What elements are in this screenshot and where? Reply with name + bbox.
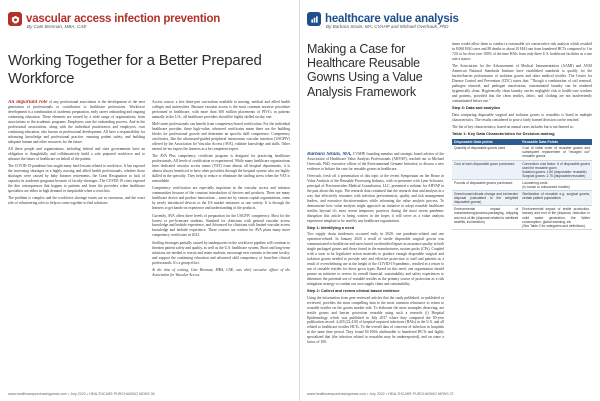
left-col1-p3: The COVID-19 pandemic has taught many hard lessons related to workforce. It has exposed the increasing shortages in a highly nursing and allied health professionals, whether those shortages were caused by baby boomer retirements, the Great Resignation or lack of capacity in academic programs because of faculty shortages. The COVID-19 crisis exposed the dire consequences that happen to patients and from the providers when healthcare specialties are either in high demand or inequitable when a crisis hits. bbox=[8, 164, 145, 193]
right-article-column-2 bbox=[452, 42, 592, 388]
left-col2-p4: Competency certification are especially important in the vascular access and infusion communities because of the constant introduction of devices and products. There are many healthcare device and product innovations – some are by venous capital organizations, some by newly introduced devices to the US market entrances as one variety. It is through the learners to get hands-on experience and understanding of the products. bbox=[152, 186, 290, 211]
right-article-column-1 bbox=[307, 152, 444, 388]
step-3-heading: Step 3: Data and analytics bbox=[452, 105, 501, 111]
table-cell-disposable: Quantity of disposable gowns used bbox=[452, 145, 520, 160]
left-byline: By Cate Brennan, MBA, CAE bbox=[27, 24, 87, 29]
left-col2-p3: The AVA Plus competency certificate program is designed for practicing healthcare professionals. All levels of certification or experienced. While many healthcare organizations have dedicated vascular access teams (VAT) from almost all hospital departments, it is almost always beneficial to have other providers through the hospital system who are highly skilled in the specialty. They help to reduce or eliminate the staffing stress when the VAT is unavailable. bbox=[152, 154, 290, 184]
table-row bbox=[452, 191, 592, 206]
left-col1-p1: of any professional association is the development of the next generation of professionals or contributors to healthcare professions. Workforce development is a combination of academic preparation, early career onboarding and ongoing continuing education. These elements are owned by a wide range of organizations, from associations to the academic programs. Employers own the onboarding process. And in the professional associations, along with the individual practitioners and employers, own continuing education, also known as professional development. All have a responsibility for advancing knowledge and professional practice, ensuring patient safety, and building adequate human and other resources for the future. bbox=[8, 100, 145, 144]
right-col2-p1: times would allow them to conduct a reasonable yet conservative risk analysis which resulted in 8,060 HAI cases and 80 deaths or about 10 HAI rate from laundered HCTs compared to 1 in 720, to be clear over 100% of the time HAIs from only three U.S. healthcare facilities as a one rate a stance. bbox=[452, 42, 592, 61]
right-page-footer: www.healthcarepurchasingnews.com • July 2022 • HEALTHCARE PURCHASING NEWS 37 bbox=[307, 392, 454, 396]
table-cell-reusable: Cost of initial order of reusable gowns and subsequent replacement of "ravaged out" reusable gowns bbox=[522, 146, 590, 159]
left-article-title: Working Together for a Better Prepared Workforce bbox=[8, 52, 262, 87]
key-data-table bbox=[452, 139, 592, 230]
right-col1-p1: CVAHP, founding member and strategic board advisor of the Association of Healthcare Value Analysis Professionals (AHVAP), reached out to Michael Overcash, PhD, executive officer of the Environmental Genome Initiative, to discuss a new evidence to bolster the case for reusable gowns in healthcare. bbox=[307, 152, 444, 171]
table-title: Table 1: Key Data Characteristics for Decision-making bbox=[452, 131, 555, 137]
left-col2-p5: Currently, AVA offers three levels of preparation for the USGPIV competency. Most for the lowest or pre-licensure students. Standard for clinicians with general vascular access knowledge and bedside experience, and Advanced for clinicians with limited vascular access knowledge and bedside experience. These courses are written for AVA plans many more competency certificates in 2023. bbox=[152, 213, 290, 238]
right-col2-p4: The list of key characteristics, based on annual cases includes but is not limited to: bbox=[452, 124, 574, 129]
right-section-title: healthcare value analysis bbox=[325, 13, 459, 25]
table-cell-reusable: Environmental impact of textile production, laundry and end of life (disposal, reduction in solid waste generation, the Water consumption, global warming, etc (See Table 2 for categories and definitions) bbox=[522, 207, 590, 228]
right-col1-p3: Two supply chain incidences occurred early in 2020; one pandemic-related and one operation-related. In January 2020 a recall of sterile disposable surgical gowns was communicated to healthcare end-users based on identified lapses in assurance quality in both single packaged gowns and those found in the manufacturers custom packs (CPs). Coupled with a soon to be legislative action materials to produce enough disposable surgical and isolation gowns needed to provide safe and effective protection to staff and patients as a result of overwhelming use at the height of the COVID-19 pandemic, resulted in a return to use of reusable textiles for those gown types. Based on this need, one organization should pursue an initiative to review its overall financial, sustainability and safety experiences to determine the potential use of reusable textiles as the primary source of protection as a risk mitigation strategy to combat our own supply chain and sustainability. bbox=[307, 232, 444, 286]
step-2-heading: Step 2: Collect and review clinical based evidence bbox=[307, 288, 400, 294]
table-row bbox=[452, 145, 592, 160]
right-col2-p2: The Association for the Advancement of Medical Instrumentation (AAMI) and ANSI American National Standards Institute have established standards to qualify for the barrier/barrier performance of isolation gowns and other medical textiles. The Center for Disease Control and Prevention (CDC) states that: "Though a combination of soil removal, pathogen removal, and pathogen inactivation, contaminated laundry can be rendered hygienically clean. Hygienically clean laundry carries negligible risk to health-care workers and patients, provided that the clean textiles, fabric, and clothing are not inadvertently contaminated before use." bbox=[452, 64, 592, 103]
right-byline: By Barbara Strain, MA, CVAHP and Michael Overhauk, PhD bbox=[326, 24, 449, 29]
table-cell-disposable: Greenhouse/climate change and incinerator disposal (calculated to the weighted disposable gowns) bbox=[454, 192, 519, 205]
left-col2-p2: Mid-career professionals can benefit from competency-based certification. For the individual healthcare provider, these high-value, advanced certificates mean there are the building blocks for professional growth and determine an specific skill competence. Competency certificates, like the ultrasound-guided peripheral intravenous vascular insertion (USGPIV) offered by the Association for Vascular Access (AVA), validate knowledge and skills. Other earned tie-ins expect the learners as a be competent expert. bbox=[152, 122, 290, 151]
left-col2-p1: Access course, a free three-part curriculum available to nursing, medical and allied health colleges and universities. Because vascular access is the most common invasive procedure performed in healthcare, with more than 300 million placements of PIVCs in patients annually in the U.S., all healthcare providers should be highly skilled on day one. bbox=[152, 100, 290, 119]
left-section-title: vascular access infection prevention bbox=[26, 13, 221, 25]
left-col1-p2: All these people and organizations, including federal and state governments have an obligation to thoughtfully and collaboratively build a safe prepared workforce and to advance the future of healthcare on behalf of the patient. bbox=[8, 146, 145, 161]
right-col1-p2: Overcash, fresh off a presentation of this topic at the recent Symposium on the Reuse in Value Analysis of the Reusable Processing Industry, with co-presenter with Lynn Schwartz, principal of Precisionvideo Medical Consultation, LLC, presented a webinar for AHVAP in the past about this topic. The research data contained that the research data and analysis in a way that effectively resonates with infection preventionists, quality and risk management leaders, and executive decision-makers while informing the value analysis process. To demonstrate how value analysis might approach an initiative to adopt reusable healthcare textiles beyond it's most recent temporary practices during the most recent pandemic disruption this article is being written in the hopes it will serve as a value analysis experience template to be used by any healthcare organization. bbox=[307, 174, 444, 223]
table-row bbox=[452, 206, 592, 229]
right-lead-phrase: Barbara Strain, MA, bbox=[307, 152, 352, 157]
left-col2-p6: Staffing shortages partially caused by inadequacies in the workforce pipeline will continue to threaten patient safety and quality, as well as the U.S. healthcare system. Short and long-term solutions are needed to recruit and retain students, encourage new entrants to become faculty, and support the continuing education and advanced skill competency of front-line clinical professionals. It's a group effort. bbox=[152, 240, 290, 265]
table-row bbox=[452, 160, 592, 179]
right-col2-p3: Data comparing disposable surgical and isolation gowns to reusables is listed in multiple characteristics. The results considered to pose a fairly framed decision can be reached. bbox=[452, 112, 592, 122]
table-header-reusable: Reusable Data Points bbox=[520, 139, 592, 145]
left-article-column-2 bbox=[152, 100, 290, 388]
left-article-column-1 bbox=[8, 100, 145, 388]
step-1-heading: Step 1: Identifying a need bbox=[307, 225, 355, 231]
table-cell-disposable: Pounds of disposable gowns purchased bbox=[452, 179, 520, 190]
table-cell-reusable: Conversion cost factor: # of disposable gowns used for reusable gown Isolation gowns: 1:80 (disposable: reusable) Surgical gowns: 1:75 (disposable:reusable) bbox=[522, 161, 590, 178]
left-col1-p4: The problem is complex and the workforce shortage issues are so enormous, and the exact role of volunteering roles to help us come together to find solutions. bbox=[8, 196, 145, 206]
right-col1-p4: Using the information from peer-reviewed articles that the study published, co-published or reviewed, provides the most compelling data to the most common reluctance to return to reusable textiles on the gowns market side. To elaborate the most examples deserving, are textile gowns and barrier protection reusable using such a research (i) Hospital Epidemiology which was published in July 2017 where they compared the 50-year publication record: 4,418 (22,410) of hospital-acquired infections (HAIs) in the U.S. and all related to healthcare textiles HCTs. To the overall data of concerns of infection in hospitals in the same time period. They found 84 HAIs attributable to laundered HCTs and highly specialized that (the infection related to reusables may be underreported), and on some a factor of 100. bbox=[307, 295, 444, 345]
left-author-note: At the time of writing, Cate Brennan, MBA, CAE, was chief executive officer of the Association for Vascular Access. bbox=[152, 267, 290, 277]
chart-bars-icon bbox=[307, 12, 321, 26]
left-lead-phrase: An important role bbox=[8, 100, 48, 105]
table-cell-reusable: Sterilization of reusable e.g. surgical gowns, certain patient populations bbox=[520, 191, 592, 206]
table-cell-reusable: Laundering costs (in-house or outsourced models) bbox=[520, 179, 592, 190]
page-gutter bbox=[299, 0, 300, 401]
table-header-disposable: Disposable Data points bbox=[452, 139, 520, 145]
right-article-title: Making a Case for Healthcare Reusable Gowns Using a Value Analysis Framework bbox=[307, 42, 423, 99]
left-page-footer: www.healthcarepurchasingnews.com • July 2022 • HEALTHCARE PURCHASING NEWS 36 bbox=[8, 392, 155, 396]
table-row bbox=[452, 179, 592, 190]
table-cell-disposable: Cost of each disposable gown purchased bbox=[452, 160, 520, 179]
shield-drop-icon bbox=[8, 12, 22, 26]
table-cell-disposable: Environmental impact of manufacturing/process-packaging, shipping and end-of-life (disposal related to sterilized landfills, incineration) bbox=[452, 206, 520, 229]
